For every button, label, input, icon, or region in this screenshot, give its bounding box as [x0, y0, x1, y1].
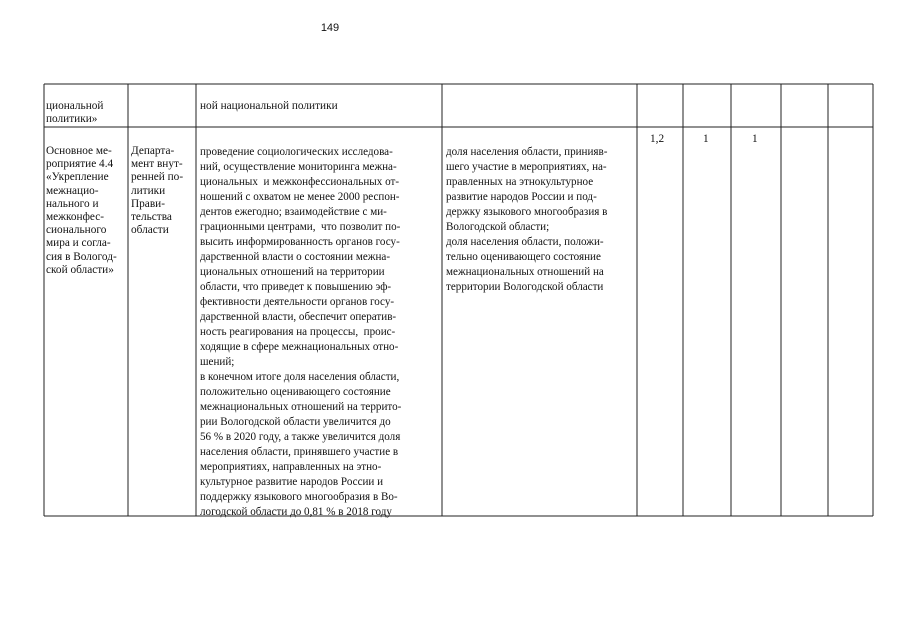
- responsible-executor-cell: Департа- мент внут- ренней по- литики Прави- тельства области: [131, 145, 184, 237]
- value-cell-3: 1: [752, 133, 758, 145]
- cont-row-col1: циональной политики»: [46, 100, 104, 126]
- measure-title-cell: Основное ме- роприятие 4.4 «Укрепление межнацио- нального и межконфес- сионального мира и согла- сия в Вологод- ской области»: [46, 145, 117, 276]
- indicators-cell: доля населения области, принияв- шего участие в мероприятиях, на- правленных на этнокультурное развитие народов России и под- держку языкового многообразия в Вологодской области; доля населения области, положи- тельно оценивающего состояние межнациональных отношений на территории Вологодской области: [446, 146, 608, 293]
- cont-row-col3: ной национальной политики: [200, 100, 338, 112]
- value-cell-1: 1,2: [650, 133, 665, 145]
- expected-result-cell: проведение социологических исследова- ний, осуществление мониторинга межна- циональных и межконфессиональных от- ношений с охватом не менее 2000 респон- дентов ежегодно; взаимодействие с ми- грационными центрами, что позволит по- высить информированность органов госу- дарственной власти о состоянии межна- циональных отношений на территории области, что приведет к повышению эф- фективности деятельности органов госу- дарственной власти, обеспечит оператив- ность реагирования на процессы, проис- ходящие в сфере межнациональных отно- шений; в конечном итоге доля населения области, положительно оценивающего состояние межнациональных отношений на террито- рии Вологодской области увеличится до 56 % в 2020 году, а также увеличится доля населения области, принявшего участие в мероприятиях, направленных на этно- культурное развитие народов России и поддержку языкового многообразия в Во- логодской области до 0,81 % в 2018 году: [200, 146, 402, 518]
- page-number: 149: [320, 22, 340, 34]
- value-cell-2: 1: [703, 133, 709, 145]
